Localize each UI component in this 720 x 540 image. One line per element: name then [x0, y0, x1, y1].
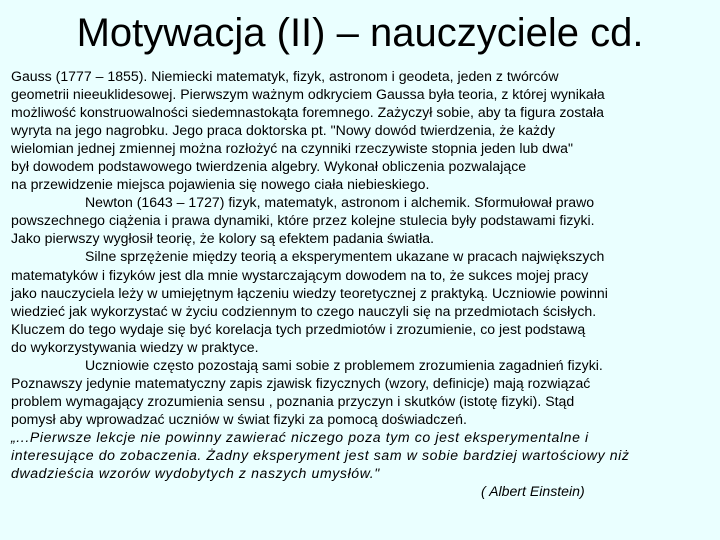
- body-line: na przewidzenie miejsca pojawienia się nowego ciała niebieskiego.: [11, 176, 430, 193]
- body-line: do wykorzystywania wiedzy w praktyce.: [11, 338, 259, 355]
- slide-title: Motywacja (II) – nauczyciele cd.: [76, 11, 644, 55]
- body-line: wyryta na jego nagrobku. Jego praca doktorska pt. "Nowy dowód twierdzenia, że każdy: [11, 122, 555, 139]
- body-line: powszechnego ciążenia i prawa dynamiki, które przez kolejne stulecia były podstawami fizyki.: [11, 212, 595, 229]
- quote-attribution: ( Albert Einstein): [481, 483, 585, 500]
- body-line: pomysł aby wprowadzać uczniów w świat fizyki za pomocą doświadczeń.: [11, 410, 467, 427]
- body-line: możliwość konstruowalności siedemnastokąta foremnego. Zażyczył sobie, aby ta figura została: [11, 104, 604, 121]
- body-line: Silne sprzężenie między teorią a eksperymentem ukazane w pracach największych: [85, 248, 605, 265]
- body-line: geometrii nieeuklidesowej. Pierwszym ważnym odkryciem Gaussa była teoria, z której wynikała: [11, 86, 605, 103]
- body-line: Kluczem do tego wydaje się być korelacja tych przedmiotów i zrozumienie, co jest podstawą: [11, 320, 586, 337]
- body-line: Uczniowie często pozostają sami sobie z problemem zrozumienia zagadnień fizyki.: [85, 356, 603, 373]
- body-line: wielomian jednej zmiennej można rozłożyć na czynniki rzeczywiste stopnia jeden lub dwa": [11, 140, 573, 157]
- body-line: Newton (1643 – 1727) fizyk, matematyk, astronom i alchemik. Sformułował prawo: [85, 194, 595, 211]
- body-line: problem wymagający zrozumienia sensu , poznania przyczyn i skutków (istotę fizyki). Stąd: [11, 392, 575, 409]
- body-line: był dowodem podstawowego twierdzenia algebry. Wykonał obliczenia pozwalające: [11, 158, 527, 175]
- body-line: Jako pierwszy wygłosił teorię, że kolory są efektem padania światła.: [11, 230, 434, 247]
- quote-line: dwadzieścia wzorów wydobytych z naszych umysłów.": [11, 465, 380, 482]
- body-line: jako nauczyciela leży w umiejętnym łączeniu wiedzy teoretycznej z praktyką. Uczniowie powinni: [11, 284, 608, 301]
- slide-body-text: [11, 67, 711, 500]
- body-line: matematyków i fizyków jest dla mnie wystarczającym dowodem na to, że sukces mojej pracy: [11, 266, 589, 283]
- body-line: Poznawszy jedynie matematyczny zapis zjawisk fizycznych (wzory, definicje) mają rozwiązać: [11, 374, 591, 391]
- body-line: wiedzieć jak wykorzystać w życiu codziennym to czego nauczyli się na przedmiotach ścisłych.: [11, 302, 597, 319]
- quote-line: interesujące do zobaczenia. Żadny eksperyment jest sam w sobie bardziej wartościowy niż: [11, 446, 630, 463]
- body-line: Gauss (1777 – 1855). Niemiecki matematyk, fizyk, astronom i geodeta, jeden z twórców: [11, 68, 559, 84]
- quote-line: „...Pierwsze lekcje nie powinny zawierać niczego poza tym co jest eksperymentalne i: [11, 428, 589, 445]
